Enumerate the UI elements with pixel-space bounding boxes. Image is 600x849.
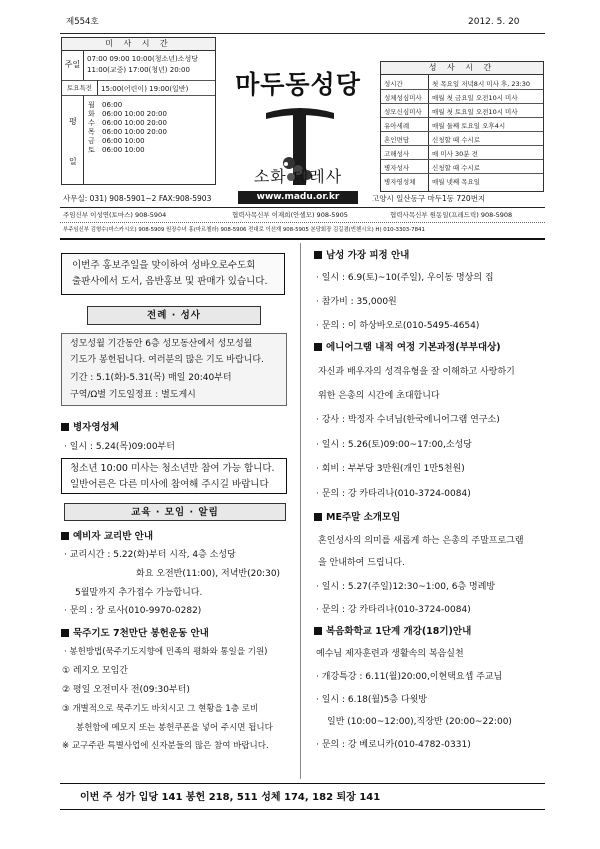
sacrament-label: 성시간 xyxy=(384,80,403,88)
may-prayer-line: 성모성월 기간동안 6층 성모동산에서 성모성월 xyxy=(70,339,253,349)
column-divider xyxy=(300,243,301,779)
bullet-square-icon xyxy=(61,532,69,540)
sacrament-value: 첫 목요일 저녁8시 미사 후, 23:30 xyxy=(432,80,531,88)
issue-number: 제554호 xyxy=(66,17,99,27)
parish-title: 마두동성당 xyxy=(235,70,361,99)
staff-contacts: 부주임신부 김형수(마스카시오) 908-5909 원장수녀 홍(마르첼라) 908-5906 전대로 이선재 908-5905 본당회장 김길겸(빈첸시오) H) 010-3303-7841 xyxy=(63,227,425,233)
catechumen-line: 5월말까지 추가접수 가능합니다. xyxy=(75,588,203,598)
saturday-label: 토요특전 xyxy=(62,80,98,95)
weekday-day: 목 xyxy=(88,128,95,136)
saturday-times: 15:00(어린이) 19:00(일반) xyxy=(101,85,189,93)
mass-times-table xyxy=(61,37,216,185)
gospel-school-line: · 문의 : 강 베로니카(010-4782-0331) xyxy=(316,740,471,750)
rosary-line: 봉헌함에 메모지 또는 봉헌쿠폰을 넣어 주시면 됩니다 xyxy=(76,723,273,733)
me-weekend-title: ME주말 소개모임 xyxy=(314,512,400,524)
weekday-day: 월 xyxy=(88,101,95,109)
me-weekend-line: · 문의 : 강 카타리나(010-3724-0084) xyxy=(316,605,471,615)
header-rule xyxy=(60,33,545,34)
men-retreat-line: · 일시 : 6.9(토)~10(주일), 우이동 명상의 집 xyxy=(316,273,494,283)
notice-line: 이번주 홍보주일을 맞이하여 성바오로수도회 xyxy=(72,260,256,271)
bullet-square-icon xyxy=(314,513,322,521)
bullet-square-icon xyxy=(314,627,322,635)
enneagram-line: 위한 은총의 시간에 초대합니다 xyxy=(318,391,440,401)
assistant-priest-contact: 협력사목신부 원동일(프레드릭) 908-5908 xyxy=(390,211,513,219)
sacrament-value: 신청할 때 수시로 xyxy=(432,164,481,172)
masthead xyxy=(218,37,378,207)
enneagram-line: · 문의 : 강 카타리나(010-3724-0084) xyxy=(316,489,471,499)
issue-date: 2012. 5. 20 xyxy=(468,17,520,27)
hymns-of-the-week: 이번 주 성가 입당 141 봉헌 218, 511 성체 174, 182 퇴장 141 xyxy=(80,792,381,803)
sacrament-label: 고해성사 xyxy=(384,150,410,158)
rosary-line: · 봉헌방법(묵주기도지향에 민족의 평화와 통일을 기원) xyxy=(64,647,268,657)
gospel-school-line: 예수님 제자훈련과 생활속의 복음실천 xyxy=(316,649,464,659)
youth-mass-line: 일반어른은 다른 미사에 참여해 주시길 바랍니다 xyxy=(70,479,269,490)
weekday-times: 06:00 xyxy=(102,101,123,109)
sacrament-label: 병자성사 xyxy=(384,164,410,172)
gospel-school-line: · 개강특강 : 6.11(월)20:00,이현택요셉 주교님 xyxy=(316,672,503,682)
enneagram-title: 에니어그램 내적 여정 기본과정(부부대상) xyxy=(314,342,501,354)
notice-line: 출판사에서 도서, 음반홍보 및 판매가 있습니다. xyxy=(72,276,268,287)
weekday-day: 화 xyxy=(88,110,95,118)
may-prayer-line: 기간 : 5.1(화)-5.31(목) 매일 20:40부터 xyxy=(70,373,232,383)
youth-mass-box xyxy=(61,458,287,494)
weekday-times: 06:00 10:00 20:00 xyxy=(102,110,167,118)
youth-mass-line: 청소년 10:00 미사는 청소년만 참여 가능 합니다. xyxy=(70,463,275,474)
sacrament-label: 혼인면담 xyxy=(384,136,410,144)
education-banner: 교육 · 모임 · 알림 xyxy=(64,503,286,521)
weekday-times: 06:00 10:00 xyxy=(102,137,145,145)
weekday-times: 06:00 10:00 20:00 xyxy=(102,119,167,127)
gospel-school-line: 일반 (10:00~12:00),직장반 (20:00~22:00) xyxy=(327,717,512,727)
sacraments-table xyxy=(380,61,544,192)
weekday-label-2: 일 xyxy=(69,157,77,166)
sacraments-title: 성 사 시 간 xyxy=(381,62,543,75)
weekday-label xyxy=(62,95,84,184)
parish-address: 고양시 일산동구 마두1동 720번지 xyxy=(372,194,486,203)
catechumen-line: · 교리시간 : 5.22(화)부터 시작, 4층 소성당 xyxy=(64,550,236,560)
men-retreat-title: 남성 가장 피정 안내 xyxy=(314,250,409,262)
sacrament-value: 매 미사 30분 전 xyxy=(432,150,478,158)
rosary-line: ② 평일 오전미사 전(09:30부터) xyxy=(62,685,190,695)
weekday-day: 수 xyxy=(88,119,95,127)
rosary-line: ① 레지오 모임간 xyxy=(62,666,128,676)
bullet-square-icon xyxy=(61,423,69,431)
bullet-square-icon xyxy=(314,251,322,259)
weekday-day: 금 xyxy=(88,137,95,145)
weekday-times: 06:00 10:00 20:00 xyxy=(102,128,167,136)
men-retreat-line: · 참가비 : 35,000원 xyxy=(316,297,397,307)
weekday-day: 토 xyxy=(88,146,95,154)
mass-times-title: 미 사 시 간 xyxy=(62,38,215,51)
sunday-label: 주일 xyxy=(62,51,84,80)
liturgy-banner: 전례 · 성사 xyxy=(87,306,261,325)
sacrament-value: 신청할 때 수시로 xyxy=(432,136,481,144)
enneagram-line: · 회비 : 부부당 3만원(개인 1만5천원) xyxy=(316,464,465,474)
sacrament-value: 매월 둘째 토요일 오후4시 xyxy=(432,122,506,130)
enneagram-line: · 일시 : 5.26(토)09:00~17:00,소성당 xyxy=(316,440,472,450)
sacrament-value: 매월 첫 토요일 오전10시 미사 xyxy=(432,108,518,116)
catechumen-line: · 문의 : 장 로사(010-9970-0282) xyxy=(64,606,202,616)
sacrament-label: 성모신심미사 xyxy=(384,108,422,116)
weekday-times: 06:00 10:00 xyxy=(102,146,145,154)
parish-subtitle: 소화 데레사 xyxy=(253,167,343,186)
rosary-title: 묵주기도 7천만단 봉헌운동 안내 xyxy=(61,628,209,640)
weekday-label-1: 평 xyxy=(69,117,77,126)
rosary-line: ※ 교구주관 특별사업에 신자분들의 많은 참여 바랍니다. xyxy=(62,741,269,751)
sacrament-label: 유아세례 xyxy=(384,122,410,130)
bullet-square-icon xyxy=(61,629,69,637)
rosary-line: ③ 개별적으로 묵주기도 바치시고 그 현황을 1층 로비 xyxy=(62,704,259,714)
gospel-school-title: 복음화학교 1단계 개강(18기)안내 xyxy=(314,626,471,638)
may-prayer-line: 기도가 봉헌됩니다. 여러분의 많은 기도 바랍니다. xyxy=(70,355,264,365)
sacrament-label: 성체성심미사 xyxy=(384,94,422,102)
catechumen-title: 예비자 교리반 안내 xyxy=(61,531,153,543)
gospel-school-line: · 일시 : 6.18(월)5층 다윗방 xyxy=(316,695,427,705)
me-weekend-line: 을 안내하여 드립니다. xyxy=(318,558,405,568)
men-retreat-line: · 문의 : 이 하상바오로(010-5495-4654) xyxy=(316,321,480,331)
may-prayer-line: 구역/Ω별 기도일정표 : 별도게시 xyxy=(70,390,196,400)
bullet-square-icon xyxy=(314,343,322,351)
sick-communion-date: · 일시 : 5.24(목)09:00부터 xyxy=(64,442,175,452)
catechumen-line: 화요 오전반(11:00), 저녁반(20:30) xyxy=(136,569,281,579)
me-weekend-line: · 일시 : 5.27(주일)12:30~1:00, 6층 명례방 xyxy=(316,582,496,592)
me-weekend-line: 혼인성사의 의미를 새롭게 하는 은총의 주말프로그램 xyxy=(318,536,524,546)
sick-communion-title: 병자영성체 xyxy=(61,422,119,434)
notice-box xyxy=(61,253,285,295)
enneagram-line: · 강사 : 박정자 수녀님(한국에니어그램 연구소) xyxy=(316,415,500,425)
pastor-contact: 주임신부 이성연(토마스) 908-5904 xyxy=(63,211,167,219)
office-contact: 사무실: 031) 908-5901~2 FAX:908-5903 xyxy=(63,194,212,203)
sunday-times-2: 11:00(교중) 17:00(청년) 20:00 xyxy=(87,66,190,74)
sacrament-label: 병자영성체 xyxy=(384,178,416,186)
enneagram-line: 자신과 배우자의 성격유형을 잘 이해하고 사랑하기 xyxy=(318,367,515,377)
parish-url[interactable]: www.madu.or.kr xyxy=(238,191,358,204)
assistant-priest-contact: 협력사목신부 이재희(안셀모) 908-5905 xyxy=(232,211,348,219)
may-prayer-box xyxy=(61,333,287,406)
sunday-times-1: 07:00 09:00 10:00(청소년)소성당 xyxy=(87,55,199,63)
sacrament-value: 매월 넷째 목요일 xyxy=(432,178,481,186)
sacrament-value: 매월 첫 금요일 오전10시 미사 xyxy=(432,94,518,102)
